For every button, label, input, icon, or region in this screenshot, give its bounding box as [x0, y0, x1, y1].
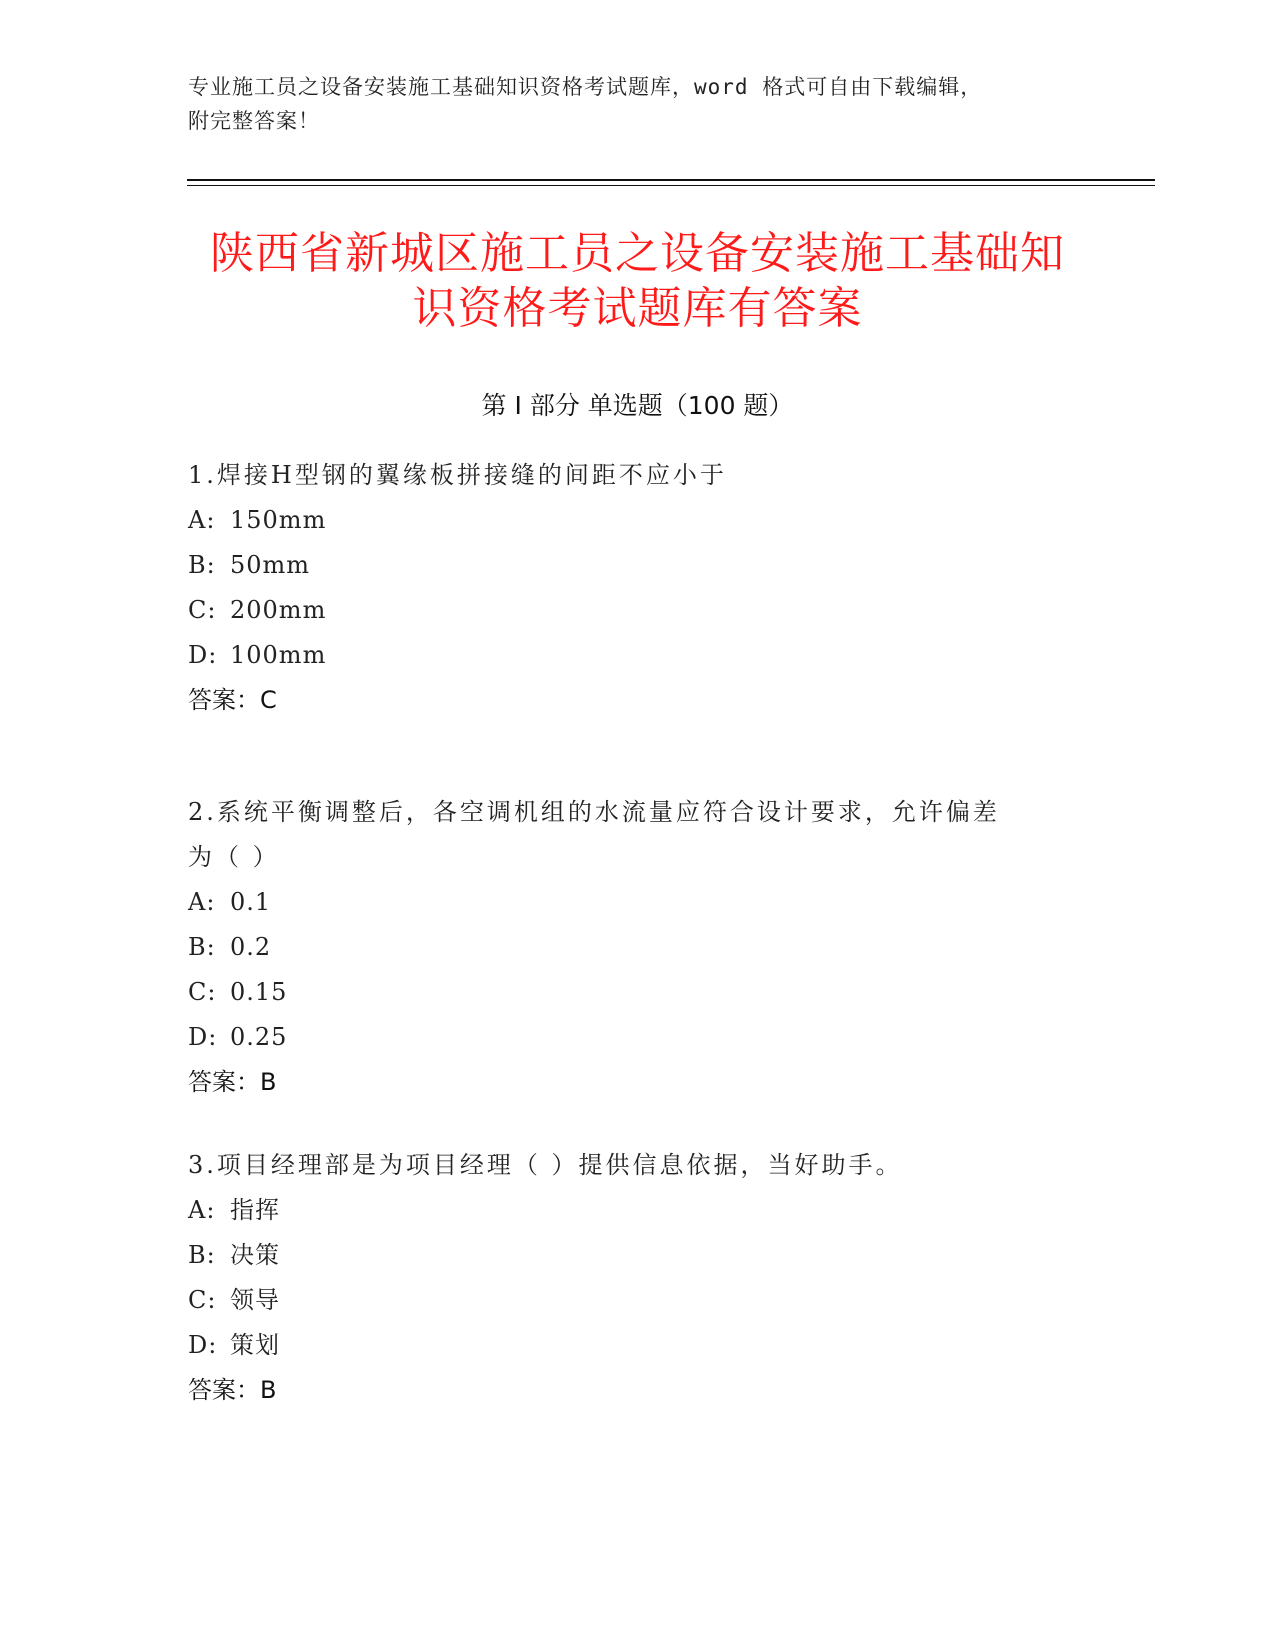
option-text: 50mm: [230, 551, 311, 579]
question-option: [188, 543, 1068, 588]
question-option: [188, 633, 1068, 678]
question-option: [188, 1188, 1068, 1233]
option-letter: B:: [188, 933, 216, 961]
option-text: 150mm: [230, 506, 327, 534]
option-text: 0.25: [230, 1023, 288, 1051]
option-text: 指挥: [230, 1196, 280, 1224]
option-letter: B:: [188, 551, 216, 579]
question-stem: 3.项目经理部是为项目经理（ ）提供信息依据，当好助手。: [188, 1151, 903, 1179]
document-title-line: 识资格考试题库有答案: [412, 283, 863, 334]
option-text: 决策: [230, 1241, 280, 1269]
question-option: [188, 588, 1068, 633]
option-letter: D:: [188, 1023, 218, 1051]
question-option: [188, 1278, 1068, 1323]
question-option: [188, 1323, 1068, 1368]
header-divider-thick: [187, 179, 1155, 181]
option-letter: D:: [188, 1331, 218, 1359]
option-letter: A:: [188, 506, 216, 534]
header-divider-thin: [187, 185, 1155, 186]
option-text: 领导: [230, 1286, 280, 1314]
option-text: 0.1: [230, 888, 272, 916]
question-option: [188, 498, 1068, 543]
option-letter: C:: [188, 596, 217, 624]
option-letter: A:: [188, 888, 216, 916]
option-text: 0.2: [230, 933, 272, 961]
question-stem: 1.焊接H型钢的翼缘板拼接缝的间距不应小于: [188, 461, 727, 489]
question-answer: 答案：B: [188, 1376, 277, 1404]
question-stem: 为（ ）: [188, 843, 280, 871]
option-letter: D:: [188, 641, 218, 669]
header-note-line: 专业施工员之设备安装施工基础知识资格考试题库，word 格式可自由下载编辑，: [188, 75, 983, 99]
option-letter: B:: [188, 1241, 216, 1269]
question-option: [188, 970, 1068, 1015]
option-text: 0.15: [230, 978, 288, 1006]
document-title-line: 陕西省新城区施工员之设备安装施工基础知: [210, 228, 1065, 279]
question-block: [188, 790, 1068, 1105]
header-note: [188, 70, 1088, 138]
option-text: 200mm: [230, 596, 327, 624]
option-letter: C:: [188, 1286, 217, 1314]
section-heading: 第 I 部分 单选题（100 题）: [481, 391, 794, 420]
question-option: [188, 880, 1068, 925]
question-option: [188, 1015, 1068, 1060]
option-text: 策划: [230, 1331, 280, 1359]
question-option: [188, 925, 1068, 970]
option-letter: C:: [188, 978, 217, 1006]
question-block: [188, 453, 1068, 723]
option-letter: A:: [188, 1196, 216, 1224]
question-answer: 答案：B: [188, 1068, 277, 1096]
question-stem: 2.系统平衡调整后，各空调机组的水流量应符合设计要求，允许偏差: [188, 798, 1000, 826]
option-text: 100mm: [230, 641, 327, 669]
question-block: [188, 1143, 1068, 1413]
question-answer: 答案：C: [188, 686, 277, 714]
question-option: [188, 1233, 1068, 1278]
document-title: [150, 226, 1125, 336]
header-note-line: 附完整答案！: [188, 109, 320, 133]
